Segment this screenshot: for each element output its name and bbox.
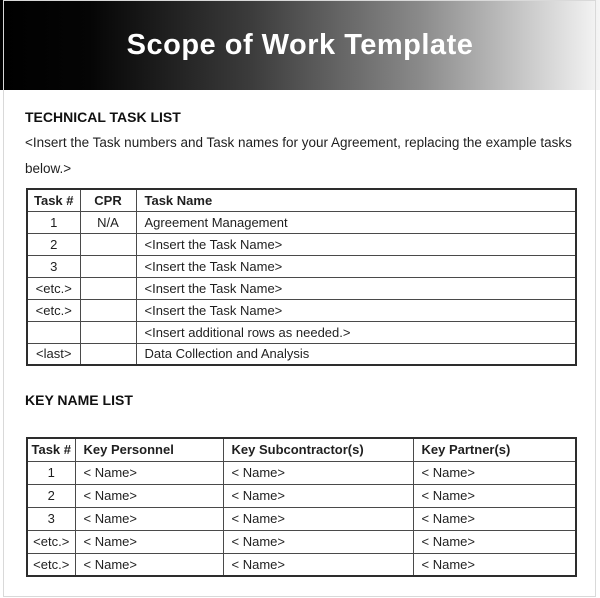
table-header-row (27, 189, 576, 211)
table-cell (80, 343, 136, 365)
table-cell (80, 277, 136, 299)
title-banner (0, 0, 600, 90)
table-cell: < Name> (75, 530, 223, 553)
table-cell: < Name> (75, 461, 223, 484)
table-row (27, 553, 576, 576)
table-cell: Data Collection and Analysis (136, 343, 576, 365)
table-cell: < Name> (223, 530, 413, 553)
column-header-task-number: Task # (27, 438, 75, 461)
table-cell: < Name> (223, 507, 413, 530)
column-header-key-subcontractors: Key Subcontractor(s) (223, 438, 413, 461)
technical-task-list-intro (25, 130, 578, 182)
table-cell: <Insert additional rows as needed.> (136, 321, 576, 343)
table-header-row (27, 438, 576, 461)
key-name-table (26, 437, 577, 577)
table-cell (80, 233, 136, 255)
intro-line: below.> (25, 161, 72, 176)
table-row (27, 343, 576, 365)
table-row (27, 461, 576, 484)
table-cell: 1 (27, 461, 75, 484)
column-header-task-name: Task Name (136, 189, 576, 211)
table-cell: 1 (27, 211, 80, 233)
table-cell (80, 255, 136, 277)
table-cell: < Name> (413, 530, 576, 553)
table-cell: < Name> (413, 484, 576, 507)
table-cell: < Name> (223, 553, 413, 576)
table-cell: <Insert the Task Name> (136, 255, 576, 277)
table-row (27, 530, 576, 553)
section-heading-technical-task-list: TECHNICAL TASK LIST (25, 109, 181, 125)
table-cell: <Insert the Task Name> (136, 277, 576, 299)
table-cell: N/A (80, 211, 136, 233)
table-cell: <etc.> (27, 530, 75, 553)
table-cell: 3 (27, 507, 75, 530)
table-cell: < Name> (223, 484, 413, 507)
table-cell: < Name> (413, 507, 576, 530)
table-cell: < Name> (75, 507, 223, 530)
table-cell: <Insert the Task Name> (136, 233, 576, 255)
table-cell (80, 299, 136, 321)
table-cell: < Name> (413, 461, 576, 484)
table-cell: 2 (27, 233, 80, 255)
table-cell (27, 321, 80, 343)
table-row (27, 507, 576, 530)
table-row (27, 484, 576, 507)
table-cell (80, 321, 136, 343)
table-row (27, 321, 576, 343)
table-cell: < Name> (413, 553, 576, 576)
table-cell: <last> (27, 343, 80, 365)
table-row (27, 233, 576, 255)
key-name-table-body (27, 461, 576, 576)
table-cell: < Name> (75, 484, 223, 507)
technical-task-table (26, 188, 577, 366)
table-cell: <etc.> (27, 299, 80, 321)
intro-line: <Insert the Task numbers and Task names for your Agreement, replacing the example tasks (25, 135, 572, 150)
column-header-key-personnel: Key Personnel (75, 438, 223, 461)
page-title: Scope of Work Template (126, 29, 474, 61)
document-body (0, 109, 600, 577)
table-cell: <Insert the Task Name> (136, 299, 576, 321)
column-header-key-partners: Key Partner(s) (413, 438, 576, 461)
table-cell: < Name> (223, 461, 413, 484)
table-cell: Agreement Management (136, 211, 576, 233)
table-row (27, 299, 576, 321)
table-row (27, 211, 576, 233)
table-row (27, 277, 576, 299)
section-heading-key-name-list: KEY NAME LIST (25, 392, 133, 408)
column-header-cpr: CPR (80, 189, 136, 211)
table-cell: 2 (27, 484, 75, 507)
technical-task-table-body (27, 211, 576, 365)
table-cell: 3 (27, 255, 80, 277)
column-header-task-number: Task # (27, 189, 80, 211)
table-cell: < Name> (75, 553, 223, 576)
table-cell: <etc.> (27, 277, 80, 299)
table-cell: <etc.> (27, 553, 75, 576)
table-row (27, 255, 576, 277)
